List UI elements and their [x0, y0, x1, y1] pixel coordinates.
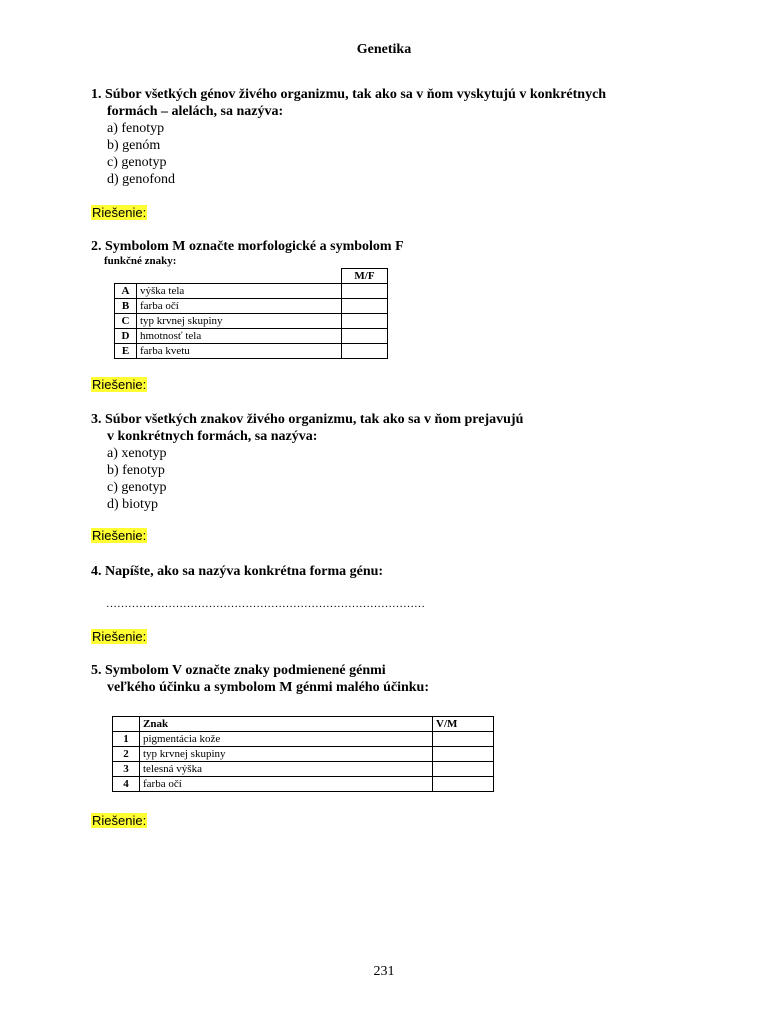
row-label: 3 [113, 762, 140, 777]
row-text: typ krvnej skupiny [137, 314, 342, 329]
table-header-mf: M/F [342, 269, 388, 284]
table-row [115, 329, 388, 344]
row-text: telesná výška [140, 762, 433, 777]
solution-5 [91, 813, 147, 828]
solution-3 [91, 528, 147, 543]
answer-cell[interactable] [342, 284, 388, 299]
question-5 [91, 662, 429, 696]
gene-effect-table [112, 716, 494, 792]
row-label: B [115, 299, 137, 314]
table-row [115, 299, 388, 314]
page-title: Genetika [356, 42, 412, 57]
row-text: farba kvetu [137, 344, 342, 359]
question-1-option-a: a) fenotyp [107, 121, 165, 136]
table-row [115, 344, 388, 359]
question-1-option-d: d) genofond [107, 172, 176, 187]
row-label: 4 [113, 777, 140, 792]
answer-cell[interactable] [433, 777, 494, 792]
table-row [115, 284, 388, 299]
table-row [113, 777, 494, 792]
solution-3-label: Riešenie: [92, 528, 147, 543]
table-row [113, 747, 494, 762]
answer-cell[interactable] [433, 747, 494, 762]
row-label: 1 [113, 732, 140, 747]
morpho-functional-table [114, 268, 388, 359]
row-text: farba očí [137, 299, 342, 314]
row-text: hmotnosť tela [137, 329, 342, 344]
question-5-line-1: 5. Symbolom V označte znaky podmienené génmi [91, 663, 386, 678]
question-4 [91, 563, 383, 580]
question-1-line-2: formách – alelách, sa nazýva: [107, 104, 284, 119]
row-label: A [115, 284, 137, 299]
row-label: C [115, 314, 137, 329]
row-text: farba očí [140, 777, 433, 792]
table-row [113, 732, 494, 747]
row-label: E [115, 344, 137, 359]
row-label: D [115, 329, 137, 344]
question-3-option-c: c) genotyp [107, 480, 167, 495]
solution-2-label: Riešenie: [92, 377, 147, 392]
question-4-line-1: 4. Napíšte, ako sa nazýva konkrétna forma génu: [91, 564, 384, 579]
question-2 [91, 238, 404, 255]
row-label: 2 [113, 747, 140, 762]
answer-cell[interactable] [433, 732, 494, 747]
question-2-line-2: funkčné znaky: [104, 255, 177, 267]
answer-line[interactable]: …………………………………………………………………………… [106, 598, 425, 610]
question-1-option-c: c) genotyp [107, 155, 167, 170]
question-3 [91, 411, 523, 513]
table-header-vm: V/M [433, 717, 494, 732]
row-text: pigmentácia kože [140, 732, 433, 747]
row-text: výška tela [137, 284, 342, 299]
answer-cell[interactable] [342, 329, 388, 344]
question-3-option-a: a) xenotyp [107, 446, 167, 461]
table-row [113, 762, 494, 777]
question-1-line-1: 1. Súbor všetkých génov živého organizmu, tak ako sa v ňom vyskytujú v konkrétnych [91, 87, 607, 102]
row-text: typ krvnej skupiny [140, 747, 433, 762]
question-1-option-b: b) genóm [107, 138, 161, 153]
solution-4-label: Riešenie: [92, 629, 147, 644]
answer-cell[interactable] [342, 344, 388, 359]
question-3-line-2: v konkrétnych formách, sa nazýva: [107, 429, 318, 444]
question-3-option-b: b) fenotyp [107, 463, 165, 478]
solution-5-label: Riešenie: [92, 813, 147, 828]
question-3-option-d: d) biotyp [107, 497, 158, 512]
table-row [115, 314, 388, 329]
question-2-line-1: 2. Symbolom M označte morfologické a symbolom F [91, 239, 404, 254]
page-number: 231 [373, 964, 395, 979]
solution-1-label: Riešenie: [92, 205, 147, 220]
answer-cell[interactable] [342, 314, 388, 329]
table-header-znak: Znak [140, 717, 433, 732]
question-5-line-2: veľkého účinku a symbolom M génmi malého účinku: [107, 680, 429, 695]
solution-1 [91, 205, 147, 220]
answer-cell[interactable] [342, 299, 388, 314]
solution-4 [91, 629, 147, 644]
table-header-row [113, 717, 494, 732]
answer-cell[interactable] [433, 762, 494, 777]
solution-2 [91, 377, 147, 392]
question-1 [91, 86, 606, 188]
question-3-line-1: 3. Súbor všetkých znakov živého organizmu, tak ako sa v ňom prejavujú [91, 412, 524, 427]
table-header-row [115, 269, 388, 284]
